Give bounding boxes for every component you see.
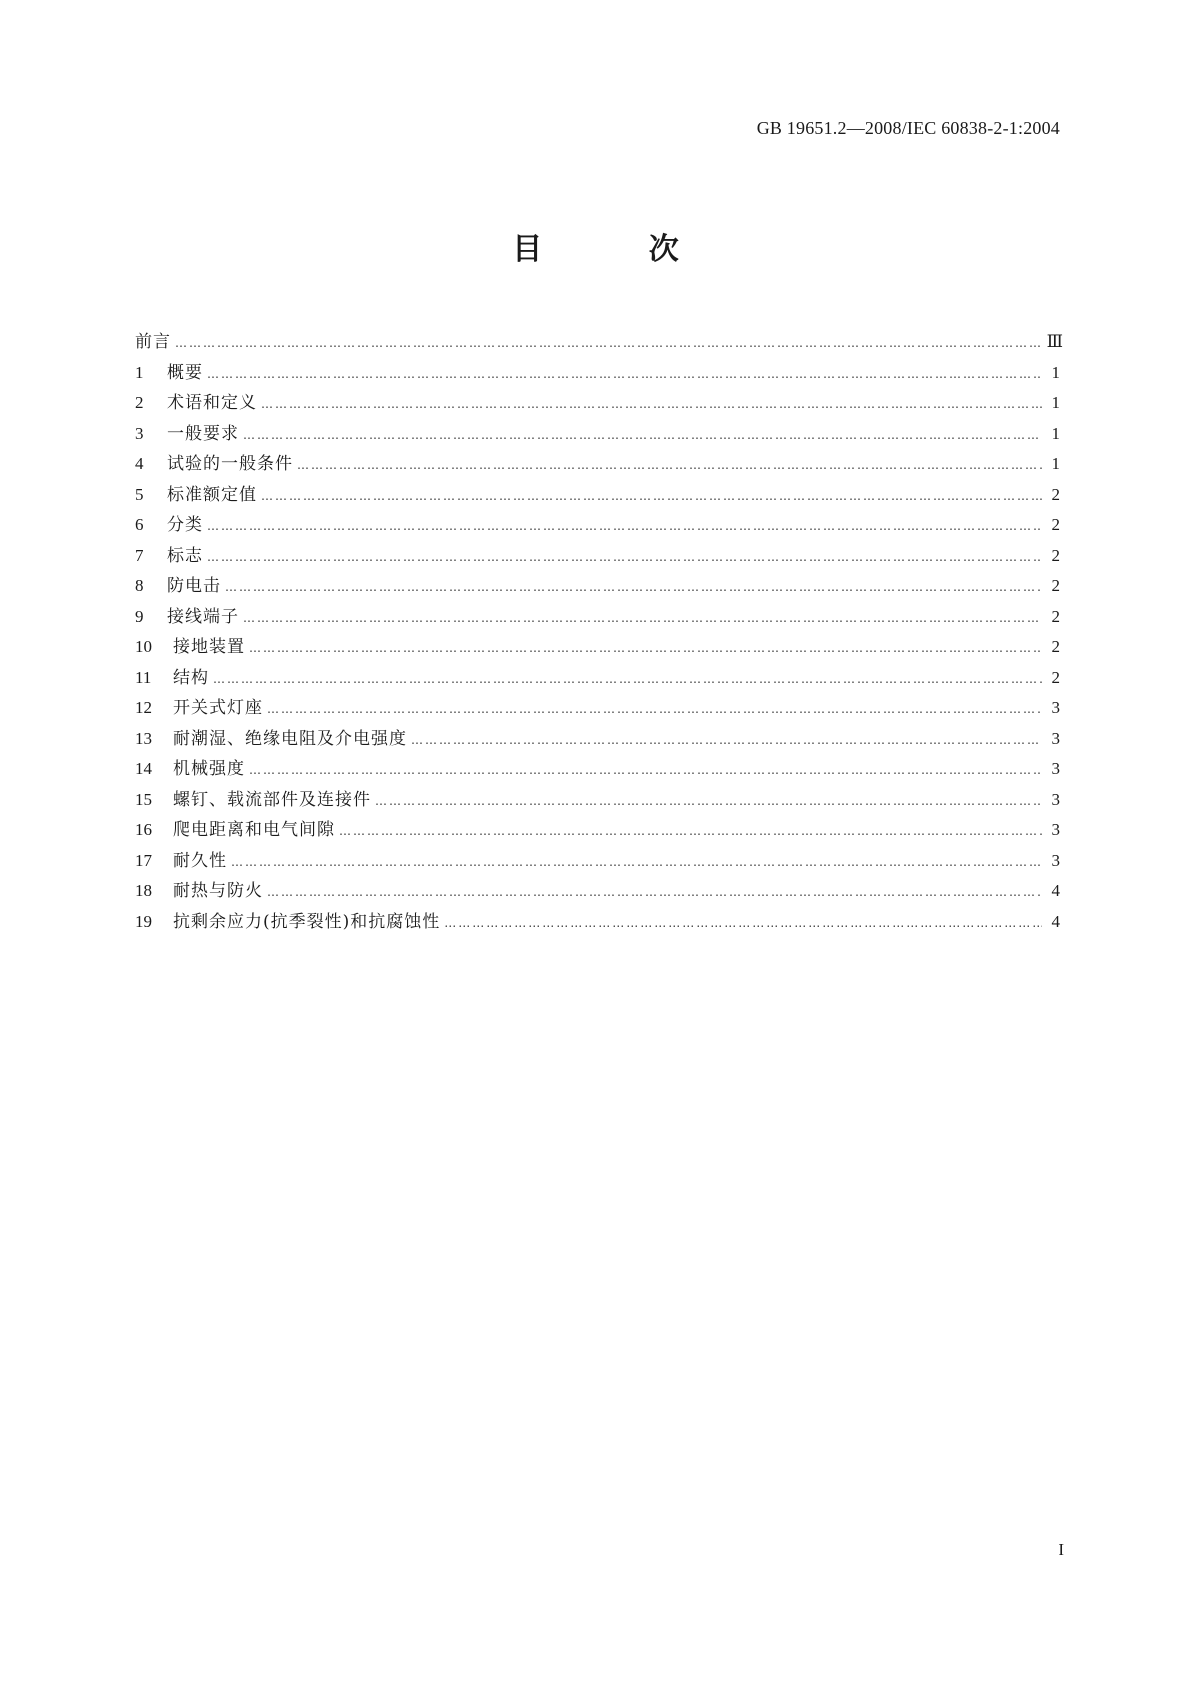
toc-entry[interactable]: [135, 571, 1060, 602]
toc-dot-leader: [207, 511, 1042, 542]
toc-entry-label: 接线端子: [167, 606, 239, 627]
toc-entry-label: 机械强度: [173, 759, 245, 779]
toc-entry-number: 2: [135, 393, 144, 412]
toc-entry-number: 14: [135, 759, 152, 778]
toc-entry-number: 9: [135, 606, 144, 626]
toc-entry-number: 4: [135, 454, 144, 473]
toc-entry[interactable]: [135, 602, 1060, 633]
toc-entry[interactable]: [135, 876, 1060, 907]
toc-entry-page: 3: [1051, 820, 1060, 839]
toc-entry-number: 16: [135, 820, 152, 839]
toc-entry[interactable]: [135, 724, 1060, 755]
toc-entry-number: 3: [135, 423, 144, 443]
table-of-contents: [135, 327, 1064, 937]
toc-entry-number: 7: [135, 545, 144, 565]
toc-entry-number: 1: [135, 362, 144, 382]
toc-entry[interactable]: [135, 510, 1060, 541]
toc-dot-leader: [267, 694, 1042, 725]
toc-entry[interactable]: [135, 754, 1060, 785]
toc-entry[interactable]: [135, 846, 1060, 877]
toc-dot-leader: [207, 359, 1042, 390]
toc-dot-leader: [444, 908, 1042, 939]
toc-entry[interactable]: [135, 785, 1060, 816]
toc-entry-page: 3: [1051, 698, 1060, 717]
toc-entry-label: 抗剩余应力(抗季裂性)和抗腐蚀性: [173, 911, 441, 932]
toc-entry-number: 8: [135, 576, 144, 595]
toc-dot-leader: [213, 664, 1042, 695]
toc-entry-page: 3: [1051, 728, 1060, 748]
toc-entry-label: 耐热与防火: [173, 881, 263, 901]
toc-dot-leader: [267, 877, 1042, 908]
toc-dot-leader: [249, 633, 1042, 664]
toc-entry[interactable]: [135, 907, 1060, 938]
toc-entry[interactable]: [135, 541, 1060, 572]
toc-entry-page: 2: [1051, 515, 1060, 534]
toc-entry-page: 3: [1051, 789, 1060, 809]
toc-entry-label: 术语和定义: [167, 393, 257, 413]
toc-entry-number: 11: [135, 667, 152, 687]
page-title: 目 次: [512, 232, 727, 267]
toc-entry-page: 3: [1051, 850, 1060, 870]
toc-entry-label: 前言: [135, 332, 171, 352]
standard-number: GB 19651.2—2008/IEC 60838-2-1:2004: [756, 118, 1060, 138]
toc-entry-page: 4: [1051, 911, 1060, 931]
toc-entry-number: 12: [135, 698, 152, 717]
toc-entry[interactable]: [135, 663, 1060, 694]
toc-entry-label: 概要: [167, 362, 203, 383]
toc-entry-page: 2: [1051, 667, 1060, 687]
toc-dot-leader: [243, 420, 1042, 451]
toc-dot-leader: [261, 389, 1042, 420]
toc-dot-leader: [411, 725, 1042, 756]
toc-entry[interactable]: [135, 358, 1060, 389]
toc-dot-leader: [225, 572, 1042, 603]
toc-dot-leader: [249, 755, 1042, 786]
toc-dot-leader: [175, 328, 1041, 359]
toc-entry-label: 分类: [167, 515, 203, 535]
toc-entry[interactable]: [135, 815, 1060, 846]
toc-entry-label: 标准额定值: [167, 484, 257, 505]
toc-entry-page: 3: [1051, 759, 1060, 778]
toc-entry[interactable]: [135, 327, 1064, 358]
toc-entry[interactable]: [135, 388, 1060, 419]
toc-entry-page: 1: [1051, 362, 1060, 382]
toc-entry-label: 耐潮湿、绝缘电阻及介电强度: [173, 728, 407, 749]
toc-entry-label: 防电击: [167, 576, 221, 596]
toc-entry-label: 爬电距离和电气间隙: [173, 820, 335, 840]
toc-entry-label: 标志: [167, 545, 203, 566]
toc-entry-label: 接地装置: [173, 637, 245, 657]
toc-entry-number: 19: [135, 911, 152, 931]
toc-dot-leader: [375, 786, 1042, 817]
toc-entry-number: 13: [135, 728, 152, 748]
toc-entry-number: 17: [135, 850, 152, 870]
toc-entry-page: 4: [1051, 881, 1060, 900]
toc-entry[interactable]: [135, 449, 1060, 480]
toc-entry-page: 2: [1051, 484, 1060, 504]
toc-entry-label: 开关式灯座: [173, 698, 263, 718]
toc-entry-page: 2: [1051, 545, 1060, 565]
toc-entry-page: Ⅲ: [1046, 332, 1064, 351]
toc-dot-leader: [297, 450, 1042, 481]
toc-dot-leader: [243, 603, 1042, 634]
toc-entry-page: 1: [1051, 423, 1060, 443]
toc-entry[interactable]: [135, 632, 1060, 663]
toc-entry-page: 1: [1051, 393, 1060, 412]
page-number: I: [1058, 1540, 1064, 1559]
toc-entry-page: 2: [1051, 606, 1060, 626]
toc-entry-number: 18: [135, 881, 152, 900]
toc-entry-number: 10: [135, 637, 152, 656]
toc-entry-label: 结构: [173, 667, 209, 688]
toc-dot-leader: [261, 481, 1042, 512]
toc-entry-page: 2: [1051, 576, 1060, 595]
toc-entry-label: 耐久性: [173, 850, 227, 871]
toc-entry[interactable]: [135, 419, 1060, 450]
toc-entry-number: 15: [135, 789, 152, 809]
toc-dot-leader: [231, 847, 1042, 878]
toc-dot-leader: [339, 816, 1042, 847]
toc-entry-number: 6: [135, 515, 144, 534]
toc-entry[interactable]: [135, 480, 1060, 511]
toc-entry-label: 一般要求: [167, 423, 239, 444]
toc-entry-label: 试验的一般条件: [167, 454, 293, 474]
toc-entry-number: 5: [135, 484, 144, 504]
toc-entry-page: 2: [1051, 637, 1060, 656]
toc-entry-page: 1: [1051, 454, 1060, 473]
toc-entry[interactable]: [135, 693, 1060, 724]
toc-dot-leader: [207, 542, 1042, 573]
toc-entry-label: 螺钉、载流部件及连接件: [173, 789, 371, 810]
